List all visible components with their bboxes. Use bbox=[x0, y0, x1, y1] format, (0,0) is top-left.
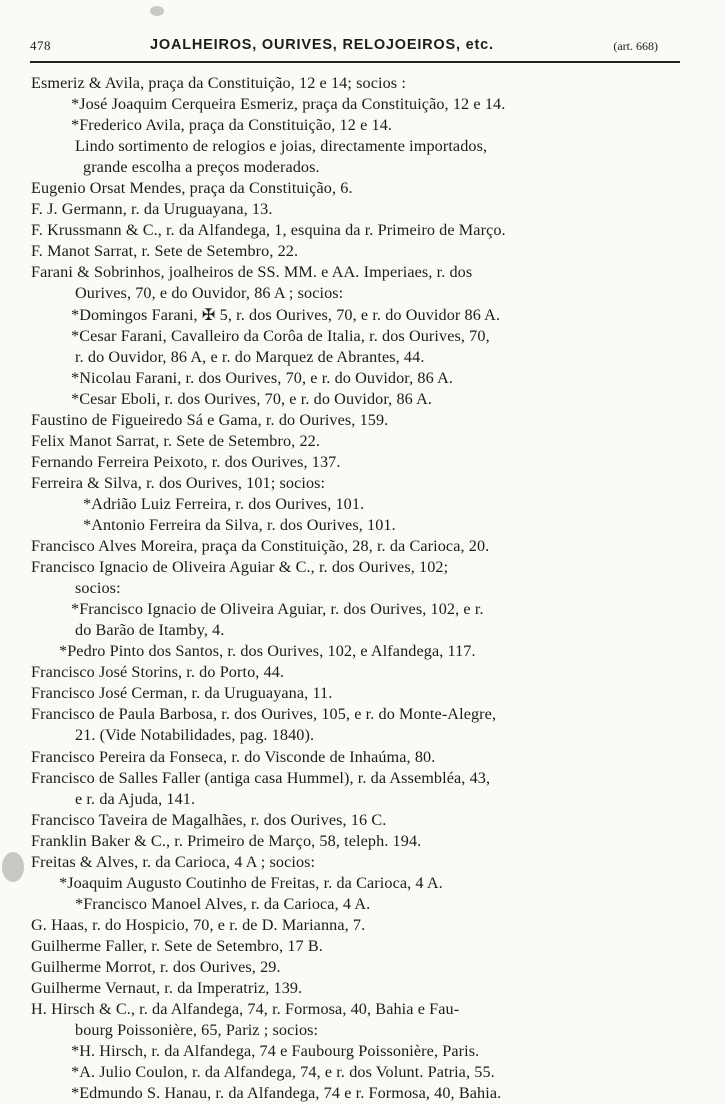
continuation-line: *Antonio Ferreira da Silva, r. dos Ourives, 101. bbox=[83, 515, 396, 534]
continuation-line: *Francisco Manoel Alves, r. da Carioca, 4 A. bbox=[75, 894, 371, 913]
entry-line: Francisco Alves Moreira, praça da Constituição, 28, r. da Carioca, 20. bbox=[31, 537, 490, 556]
entry-line: Guilherme Vernaut, r. da Imperatriz, 139. bbox=[31, 979, 303, 998]
continuation-line: *Frederico Avila, praça da Constituição, 12 e 14. bbox=[71, 116, 393, 135]
page-number: 478 bbox=[30, 38, 51, 53]
ink-smudge bbox=[2, 852, 24, 882]
entry-line: Francisco José Storins, r. do Porto, 44. bbox=[31, 663, 285, 682]
continuation-line: *Nicolau Farani, r. dos Ourives, 70, e r. do Ouvidor, 86 A. bbox=[71, 368, 454, 387]
entry-line: G. Haas, r. do Hospicio, 70, e r. de D. Marianna, 7. bbox=[31, 915, 366, 934]
continuation-line: 21. (Vide Notabilidades, pag. 1840). bbox=[75, 726, 315, 745]
entry-line: Guilherme Morrot, r. dos Ourives, 29. bbox=[31, 957, 281, 976]
continuation-line: *Edmundo S. Hanau, r. da Alfandega, 74 e r. Formosa, 40, Bahia. bbox=[71, 1084, 502, 1103]
entry-line: Freitas & Alves, r. da Carioca, 4 A ; socios: bbox=[31, 852, 316, 871]
continuation-line: e r. da Ajuda, 141. bbox=[75, 789, 196, 808]
continuation-line: *Domingos Farani, ✠ 5, r. dos Ourives, 70, e r. do Ouvidor 86 A. bbox=[71, 305, 501, 324]
continuation-line: bourg Poissonière, 65, Pariz ; socios: bbox=[75, 1021, 319, 1040]
entry-line: Franklin Baker & C., r. Primeiro de Março, 58, teleph. 194. bbox=[31, 831, 422, 850]
continuation-line: *Francisco Ignacio de Oliveira Aguiar, r. dos Ourives, 102, e r. bbox=[71, 600, 484, 619]
entry-line: Eugenio Orsat Mendes, praça da Constituição, 6. bbox=[31, 179, 353, 198]
entry-line: Francisco de Paula Barbosa, r. dos Ourives, 105, e r. do Monte-Alegre, bbox=[31, 705, 497, 724]
header-rule bbox=[30, 61, 680, 63]
continuation-line: *Pedro Pinto dos Santos, r. dos Ourives, 102, e Alfandega, 117. bbox=[59, 642, 476, 661]
continuation-line: *José Joaquim Cerqueira Esmeriz, praça da Constituição, 12 e 14. bbox=[71, 95, 506, 114]
continuation-line: *H. Hirsch, r. da Alfandega, 74 e Faubourg Poissonière, Paris. bbox=[71, 1042, 480, 1061]
page-header bbox=[30, 34, 692, 58]
entry-line: Fernando Ferreira Peixoto, r. dos Ourives, 137. bbox=[31, 452, 341, 471]
directory-listing bbox=[31, 73, 676, 1104]
entry-line: F. Krussmann & C., r. da Alfandega, 1, esquina da r. Primeiro de Março. bbox=[31, 221, 506, 240]
continuation-line: r. do Ouvidor, 86 A, e r. do Marquez de Abrantes, 44. bbox=[75, 347, 425, 366]
entry-line: F. Manot Sarrat, r. Sete de Setembro, 22. bbox=[31, 242, 299, 261]
entry-line: Francisco Ignacio de Oliveira Aguiar & C., r. dos Ourives, 102; bbox=[31, 558, 449, 577]
continuation-line: grande escolha a preços moderados. bbox=[83, 158, 320, 177]
continuation-line: do Barão de Itamby, 4. bbox=[75, 621, 225, 640]
entry-line: Francisco Pereira da Fonseca, r. do Visconde de Inhaúma, 80. bbox=[31, 747, 436, 766]
running-title: JOALHEIROS, OURIVES, RELOJOEIROS, etc. bbox=[150, 37, 494, 53]
entry-line: Ferreira & Silva, r. dos Ourives, 101; socios: bbox=[31, 473, 326, 492]
entry-line: F. J. Germann, r. da Uruguayana, 13. bbox=[31, 200, 273, 219]
entry-line: Felix Manot Sarrat, r. Sete de Setembro, 22. bbox=[31, 431, 320, 450]
continuation-line: socios: bbox=[75, 579, 121, 598]
entry-line: Esmeriz & Avila, praça da Constituição, 12 e 14; socios : bbox=[31, 74, 406, 92]
ink-smudge bbox=[150, 6, 164, 16]
entry-line: Faustino de Figueiredo Sá e Gama, r. do Ourives, 159. bbox=[31, 410, 389, 429]
entry-line: Francisco José Cerman, r. da Uruguayana, 11. bbox=[31, 684, 333, 703]
article-reference: (art. 668) bbox=[613, 39, 658, 53]
entry-line: Francisco de Salles Faller (antiga casa Hummel), r. da Assembléa, 43, bbox=[31, 768, 491, 787]
continuation-line: *Cesar Farani, Cavalleiro da Corôa de Italia, r. dos Ourives, 70, bbox=[71, 326, 490, 345]
continuation-line: *Joaquim Augusto Coutinho de Freitas, r. da Carioca, 4 A. bbox=[59, 873, 443, 892]
continuation-line: *Cesar Eboli, r. dos Ourives, 70, e r. do Ouvidor, 86 A. bbox=[71, 389, 433, 408]
entry-line: H. Hirsch & C., r. da Alfandega, 74, r. Formosa, 40, Bahia e Fau- bbox=[31, 1000, 460, 1019]
continuation-line: *A. Julio Coulon, r. da Alfandega, 74, e r. dos Volunt. Patria, 55. bbox=[71, 1063, 495, 1082]
entry-line: Guilherme Faller, r. Sete de Setembro, 17 B. bbox=[31, 936, 323, 955]
entry-line: Farani & Sobrinhos, joalheiros de SS. MM. e AA. Imperiaes, r. dos bbox=[31, 263, 473, 282]
entry-line: Francisco Taveira de Magalhães, r. dos Ourives, 16 C. bbox=[31, 810, 387, 829]
continuation-line: *Adrião Luiz Ferreira, r. dos Ourives, 101. bbox=[83, 494, 365, 513]
continuation-line: Ourives, 70, e do Ouvidor, 86 A ; socios: bbox=[75, 284, 344, 303]
continuation-line: Lindo sortimento de relogios e joias, directamente importados, bbox=[75, 137, 488, 156]
